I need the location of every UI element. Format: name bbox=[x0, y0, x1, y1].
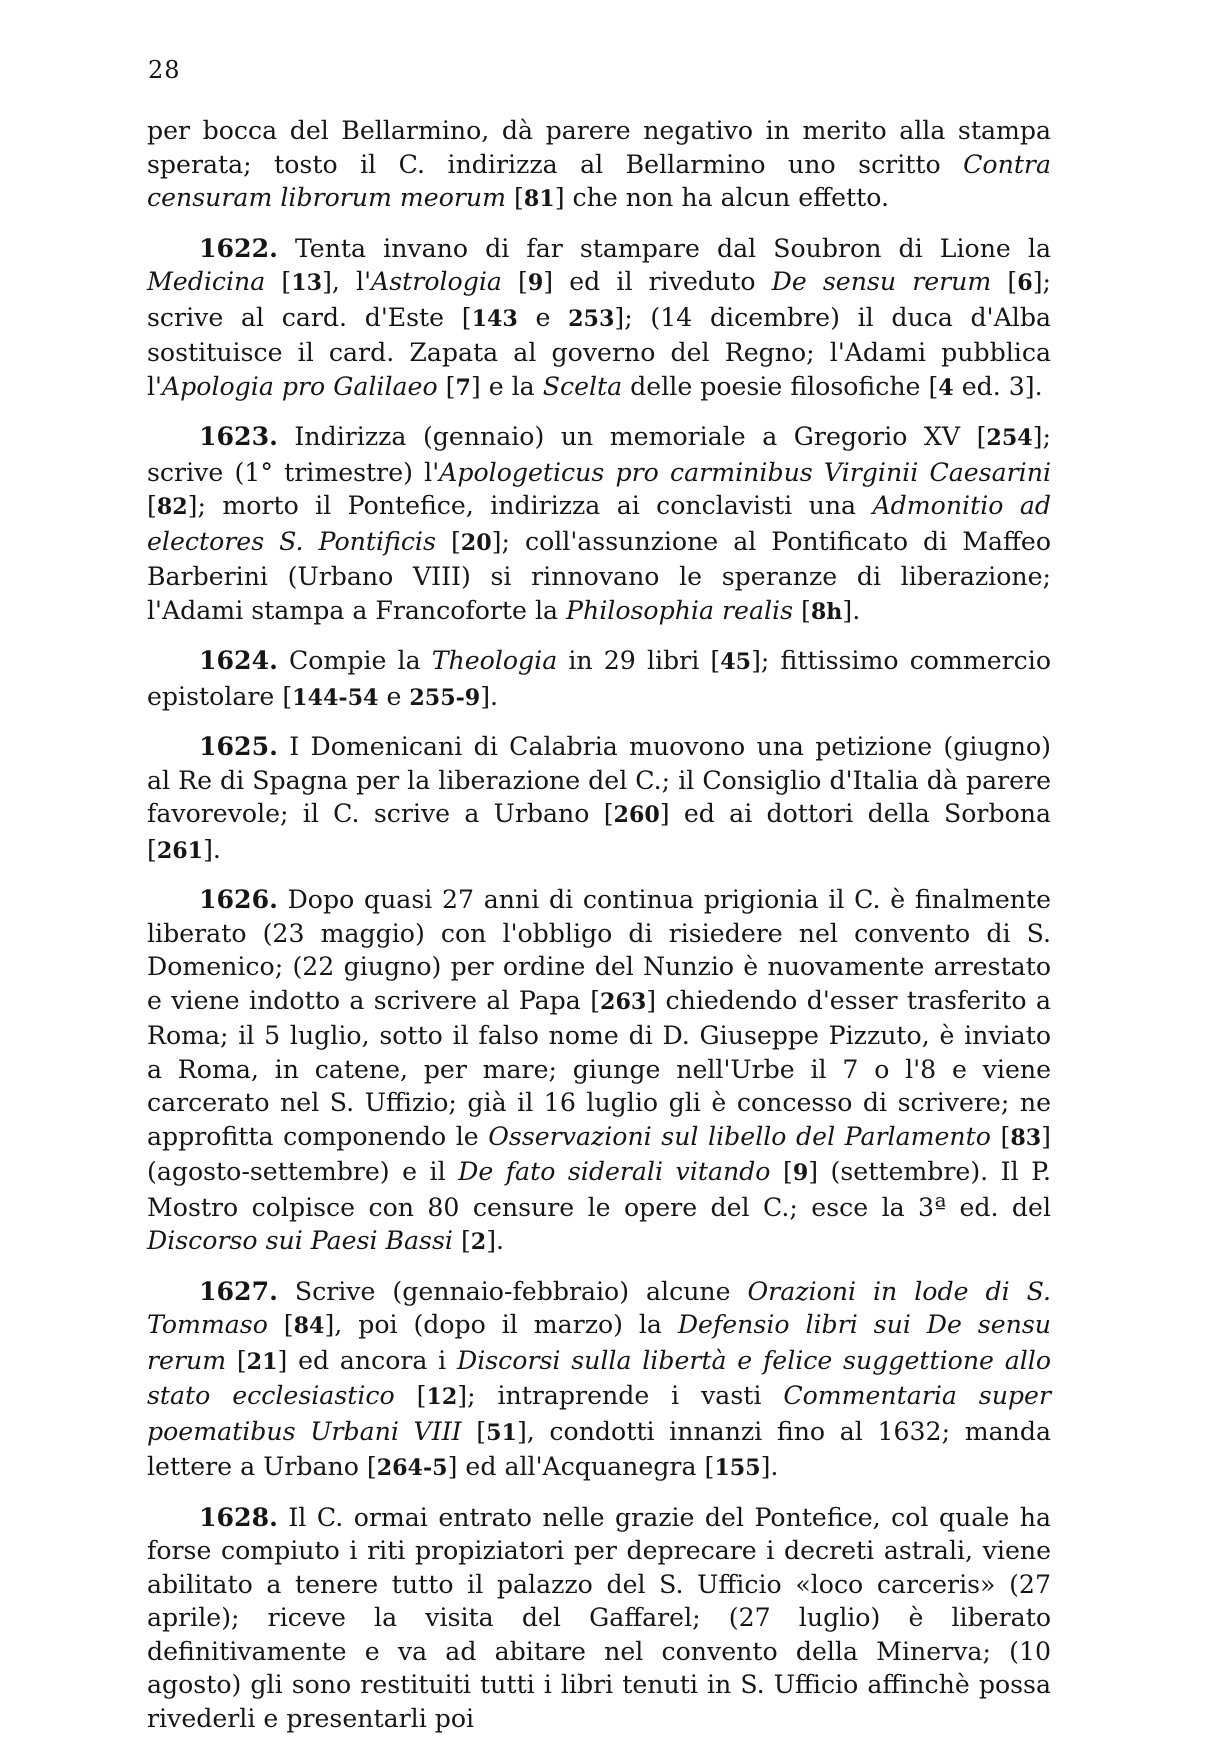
chronology-entry bbox=[147, 644, 1051, 715]
work-title: Commentaria super poematibus Urbani VIII bbox=[147, 1381, 1051, 1446]
entry-year: 1627. bbox=[199, 1275, 278, 1306]
body-text: ] e la bbox=[470, 371, 543, 401]
body-text: ], l' bbox=[322, 267, 372, 296]
body-text: [ bbox=[226, 1345, 247, 1375]
entry-year: 1624. bbox=[199, 645, 278, 675]
body-text: e bbox=[517, 302, 569, 332]
body-text: ] (settembre). Il P. Mostro colpisce con 80 censure le opere del C.; esce la 3ª ed. del bbox=[147, 1157, 1052, 1222]
entry-year: 1623. bbox=[199, 421, 278, 451]
body-text: ]. bbox=[486, 1226, 505, 1255]
work-title: Defensio libri sui De sensu rerum bbox=[147, 1310, 1051, 1375]
entry-year: 1625. bbox=[199, 731, 278, 761]
body-text: delle poesie filosofiche [ bbox=[622, 371, 939, 401]
body-text: [ bbox=[147, 491, 157, 520]
work-title: Orazioni in lode di S. Tommaso bbox=[147, 1276, 1051, 1339]
reference-number: 264-5 bbox=[376, 1455, 448, 1481]
body-text: [ bbox=[506, 183, 524, 212]
body-text: Indirizza (gennaio) un memoriale a Gregorio XV [ bbox=[277, 422, 987, 451]
reference-number: 83 bbox=[1010, 1124, 1042, 1151]
reference-number: 9 bbox=[792, 1160, 809, 1186]
work-title: Medicina bbox=[147, 267, 266, 296]
body-text: ] ed ai dottori della Sorbona [ bbox=[147, 799, 1051, 864]
chronology-text bbox=[147, 114, 1051, 1750]
body-text: ] chiedendo d'esser trasferito a Roma; il 5 luglio, sotto il falso nome di D. Giuseppe Pizzuto, è inviato a Roma, in catene, per mare; giunge nell'Urbe il 7 o l'8 e viene carcerato nel S. Uffizio; già il 16 luglio gli è concesso di scrivere; ne approfitta componendo le bbox=[147, 985, 1051, 1151]
body-text: ]; scrive al card. d'Este [ bbox=[147, 267, 1052, 332]
reference-number: 263 bbox=[600, 988, 647, 1015]
body-text: [ bbox=[452, 1226, 471, 1255]
body-text: ]. bbox=[480, 681, 499, 711]
reference-number: 143 bbox=[471, 305, 518, 332]
body-text: ] che non ha alcun effetto. bbox=[554, 183, 889, 212]
body-text: [ bbox=[461, 1416, 487, 1446]
body-text: ]; intraprende i vasti bbox=[457, 1381, 784, 1410]
chronology-entry bbox=[147, 1501, 1051, 1736]
entry-year: 1622. bbox=[199, 232, 278, 263]
work-title: De fato siderali vitando bbox=[458, 1157, 771, 1186]
work-title: Scelta bbox=[542, 371, 623, 401]
body-text: Scrive (gennaio-febbraio) alcune bbox=[277, 1276, 748, 1306]
chronology-entry bbox=[147, 883, 1051, 1260]
reference-number: 261 bbox=[156, 837, 204, 864]
body-text: [ bbox=[501, 267, 528, 296]
work-title: Discorso sui Paesi Bassi bbox=[147, 1226, 453, 1255]
page-number: 28 bbox=[148, 56, 181, 84]
reference-number: 9 bbox=[527, 270, 544, 296]
reference-number: 20 bbox=[460, 529, 492, 556]
work-title: Admonitio ad electores S. Pontificis bbox=[147, 491, 1051, 556]
body-text: Compie la bbox=[277, 646, 432, 675]
work-title: Apologeticus pro carminibus Virginii Caesarini bbox=[439, 457, 1051, 487]
reference-number: 254 bbox=[986, 425, 1033, 451]
work-title: Apologia pro Galilaeo bbox=[161, 371, 438, 401]
work-title: Theologia bbox=[431, 646, 558, 675]
reference-number: 51 bbox=[486, 1419, 517, 1446]
body-text: ]. bbox=[842, 595, 861, 625]
body-text: e bbox=[378, 681, 410, 711]
body-text: [ bbox=[990, 1121, 1011, 1151]
body-text: ]. bbox=[203, 834, 221, 864]
chronology-entry bbox=[147, 1275, 1051, 1486]
chronology-entry bbox=[147, 420, 1051, 629]
body-text: ] (agosto-settembre) e il bbox=[147, 1121, 1051, 1186]
reference-number: 84 bbox=[293, 1313, 325, 1339]
body-text: ], poi (dopo il marzo) la bbox=[324, 1310, 678, 1339]
reference-number: 21 bbox=[246, 1348, 278, 1375]
reference-number: 260 bbox=[613, 802, 660, 828]
reference-number: 82 bbox=[156, 494, 188, 520]
body-text: Tenta invano di far stampare dal Soubron di Lione la bbox=[277, 233, 1051, 263]
reference-number: 7 bbox=[455, 374, 471, 401]
body-text: Dopo quasi 27 anni di continua prigionia il C. è finalmente liberato (23 maggio) con l'obbligo di risiedere nel convento di S. Domenico; (22 giugno) per ordine del Nunzio è nuovamente arrestato e viene indotto a scrivere al Papa [ bbox=[147, 885, 1051, 1015]
body-text: [ bbox=[437, 371, 456, 401]
reference-number: 13 bbox=[291, 270, 323, 296]
body-text: [ bbox=[267, 1310, 294, 1339]
chronology-entry bbox=[147, 232, 1051, 406]
body-text: [ bbox=[991, 267, 1018, 296]
entry-year: 1628. bbox=[199, 1501, 278, 1532]
entry-year: 1626. bbox=[199, 884, 278, 914]
work-title: Osservazioni sul libello del Parlamento bbox=[488, 1121, 991, 1151]
continuation-paragraph bbox=[147, 114, 1051, 217]
body-text: ed. 3]. bbox=[953, 371, 1043, 401]
reference-number: 155 bbox=[714, 1455, 761, 1481]
work-title: De sensu rerum bbox=[771, 267, 992, 296]
body-text: per bocca del Bellarmino, dà parere negativo in merito alla stampa sperata; tosto il C. indirizza al Bellarmino uno scritto bbox=[147, 116, 1051, 179]
body-text: I Domenicani di Calabria muovono una petizione (giugno) al Re di Spagna per la liberazione del C.; il Consiglio d'Italia dà parere favorevole; il C. scrive a Urbano [ bbox=[147, 732, 1051, 828]
body-text: ]; scrive (1° trimestre) l' bbox=[147, 422, 1051, 487]
reference-number: 2 bbox=[470, 1229, 487, 1255]
reference-number: 6 bbox=[1017, 270, 1033, 296]
body-text: Il C. ormai entrato nelle grazie del Pontefice, col quale ha forse compiuto i riti propiziatori per deprecare i decreti astrali, viene abilitato a tenere tutto il palazzo del S. Ufficio «loco carceris» (27 aprile); riceve la visita del Gaffarel; (27 luglio) è liberato definitivamente e va ad abitare nel convento della Minerva; (10 agosto) gli sono restituiti tutti i libri tenuti in S. Ufficio affinchè possa rivederli e presentarli poi bbox=[147, 1502, 1051, 1733]
body-text: ]; coll'assunzione al Pontificato di Maffeo Barberini (Urbano VIII) si rinnovano le speranze di liberazione; l'Adami stampa a Francoforte la bbox=[147, 526, 1051, 625]
work-title: Philosophia realis bbox=[566, 595, 794, 625]
body-text: ]. bbox=[760, 1452, 779, 1481]
body-text: ] ed ancora i bbox=[277, 1345, 457, 1375]
body-text: in 29 libri [ bbox=[557, 646, 721, 675]
chronology-entry bbox=[147, 730, 1051, 868]
body-text: ], condotti innanzi fino al 1632; manda lettere a Urbano [ bbox=[147, 1416, 1051, 1481]
body-text: ]; fittissimo commercio epistolare [ bbox=[147, 646, 1052, 711]
body-text: [ bbox=[770, 1157, 793, 1186]
reference-number: 253 bbox=[568, 305, 615, 332]
reference-number: 255-9 bbox=[409, 684, 481, 711]
work-title: Discorsi sulla libertà e felice suggettione allo stato ecclesiastico bbox=[147, 1345, 1051, 1410]
body-text: ] ed il riveduto bbox=[543, 267, 772, 296]
body-text: [ bbox=[793, 595, 811, 625]
reference-number: 12 bbox=[426, 1384, 458, 1410]
work-title: Contra censuram librorum meorum bbox=[147, 149, 1051, 212]
body-text: ]; morto il Pontefice, indirizza ai conclavisti una bbox=[187, 491, 873, 520]
reference-number: 8h bbox=[810, 598, 843, 625]
reference-number: 4 bbox=[938, 374, 954, 401]
body-text: ]; (14 dicembre) il duca d'Alba sostituisce il card. Zapata al governo del Regno; l'Adami pubblica l' bbox=[147, 302, 1051, 401]
body-text: ] ed all'Acquanegra [ bbox=[447, 1452, 715, 1481]
body-text: [ bbox=[265, 267, 292, 296]
body-text: [ bbox=[394, 1381, 427, 1410]
reference-number: 45 bbox=[720, 649, 752, 675]
reference-number: 144-54 bbox=[292, 684, 379, 711]
work-title: Astrologia bbox=[371, 267, 502, 296]
reference-number: 81 bbox=[523, 186, 555, 212]
body-text: [ bbox=[435, 526, 461, 556]
